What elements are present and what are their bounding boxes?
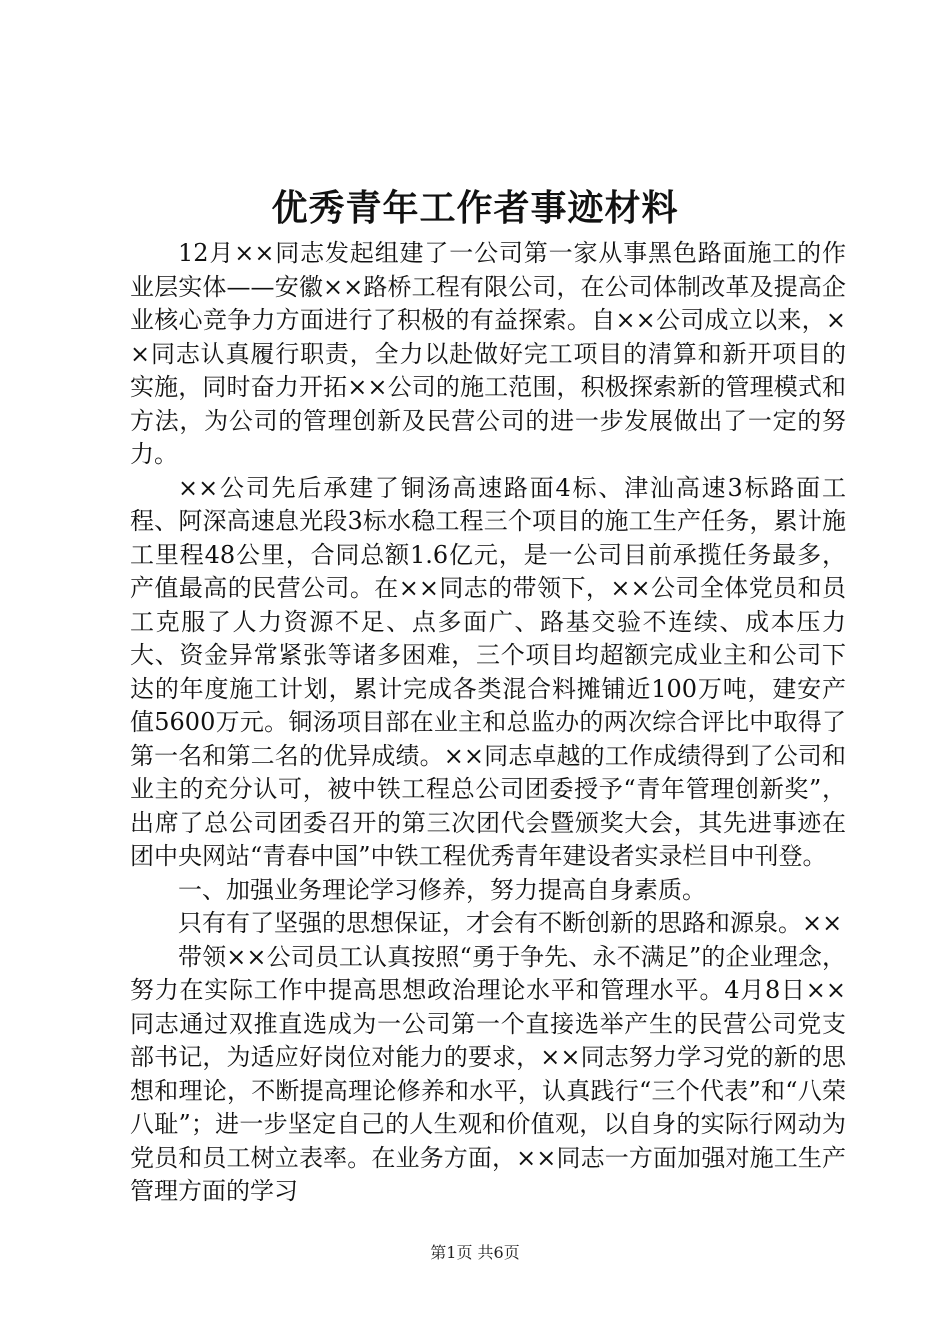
paragraph-4: 带领××公司员工认真按照“勇于争先、永不满足”的企业理念，努力在实际工作中提高思想政治理论水平和管理水平。4月8日××同志通过双推直选成为一公司第一个直接选举产生的民营公司党支部书记，为适应好岗位对能力的要求，××同志努力学习党的新的思想和理论，不断提高理论修养和水平，认真践行“三个代表”和“八荣八耻”；进一步坚定自己的人生观和价值观，以自身的实际行网动为党员和员工树立表率。在业务方面，××同志一方面加强对施工生产管理方面的学习 xyxy=(130,942,846,1205)
document-body xyxy=(130,237,846,1209)
paragraph-2: ××公司先后承建了铜汤高速路面4标、津汕高速3标路面工程、阿深高速息光段3标水稳工程三个项目的施工生产任务，累计施工里程48公里，合同总额1.6亿元，是一公司目前承揽任务最多，产值最高的民营公司。在××同志的带领下，××公司全体党员和员工克服了人力资源不足、点多面广、路基交验不连续、成本压力大、资金异常紧张等诸多困难，三个项目均超额完成业主和公司下达的年度施工计划，累计完成各类混合料摊铺近100万吨，建安产值5600万元。铜汤项目部在业主和总监办的两次综合评比中取得了第一名和第二名的优异成绩。××同志卓越的工作成绩得到了公司和业主的充分认可，被中铁工程总公司团委授予“青年管理创新奖”，出席了总公司团委召开的第三次团代会暨颁奖大会，其先进事迹在团中央网站“青春中国”中铁工程优秀青年建设者实录栏目中刊登。 xyxy=(130,473,846,870)
page-number-footer: 第1页 共6页 xyxy=(430,1243,520,1262)
paragraph-3: 只有有了坚强的思想保证，才会有不断创新的思路和源泉。×× xyxy=(178,909,843,937)
section-heading-1: 一、加强业务理论学习修养，努力提高自身素质。 xyxy=(178,875,706,904)
document-title: 优秀青年工作者事迹材料 xyxy=(271,187,679,229)
paragraph-1: 12月××同志发起组建了一公司第一家从事黑色路面施工的作业层实体——安徽××路桥工程有限公司，在公司体制改革及提高企业核心竞争力方面进行了积极的有益探索。自××公司成立以来，××同志认真履行职责，全力以赴做好完工项目的清算和新开项目的实施，同时奋力开拓××公司的施工范围，积极探索新的管理模式和方法，为公司的管理创新及民营公司的进一步发展做出了一定的努力。 xyxy=(130,239,846,468)
